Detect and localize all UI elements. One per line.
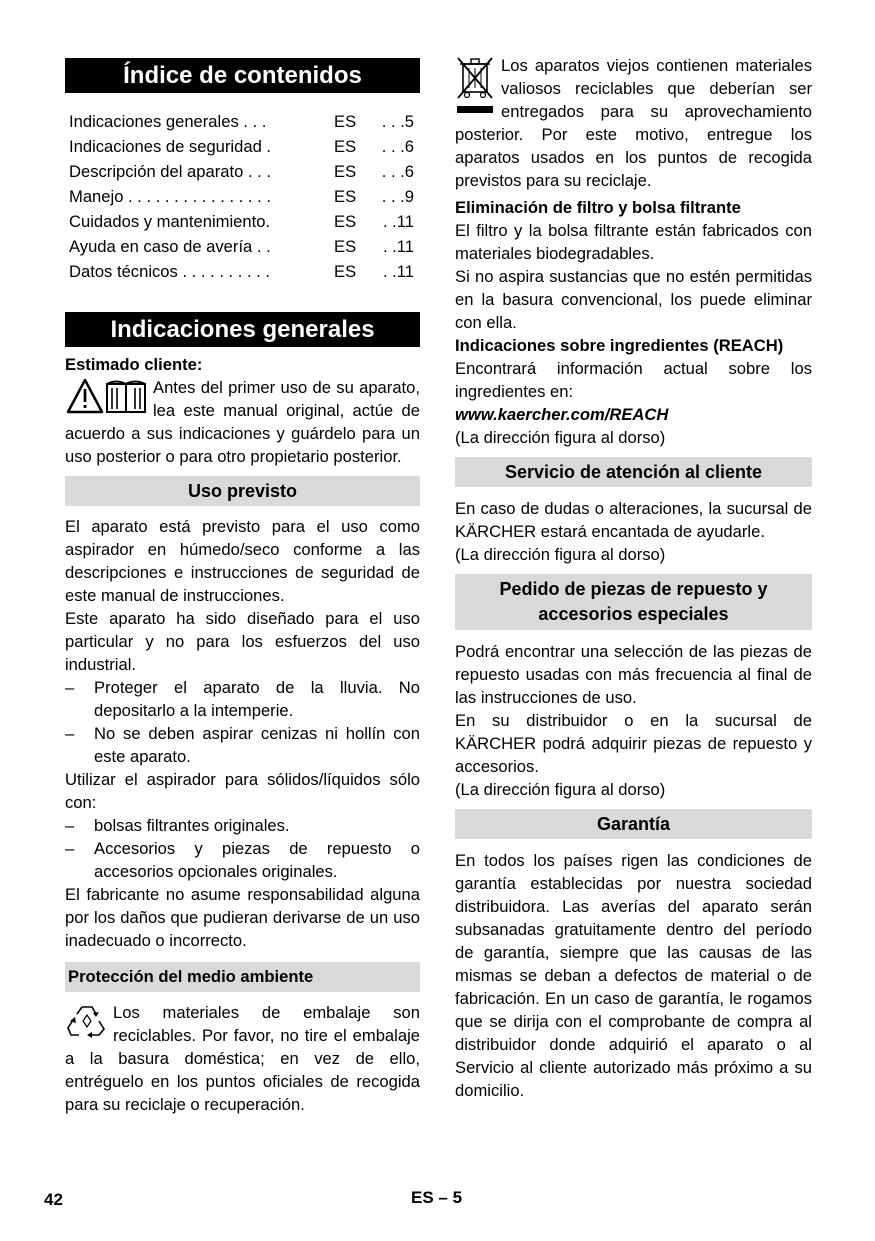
toc-lang: ES <box>334 112 357 131</box>
uso-heading: Uso previsto <box>65 476 420 506</box>
toc-row[interactable] <box>65 234 420 259</box>
toc-page: . . .5 <box>377 112 414 131</box>
toc-page: . .11 <box>378 237 414 256</box>
list-item <box>65 837 420 883</box>
filtro-heading: Eliminación de filtro y bolsa filtrante <box>455 198 741 217</box>
reach-address-note: (La dirección figura al dorso) <box>455 428 666 447</box>
toc-row[interactable] <box>65 159 420 184</box>
reach-heading: Indicaciones sobre ingredientes (REACH) <box>455 336 784 355</box>
list-text: Accesorios y piezas de repuesto o accesorios opcionales originales. <box>94 839 420 881</box>
servicio-heading: Servicio de atención al cliente <box>455 457 812 487</box>
list-text: bolsas filtrantes originales. <box>94 816 290 835</box>
toc-page: . .11 <box>378 212 414 231</box>
weee-block <box>455 54 812 192</box>
toc-lang: ES <box>334 137 357 156</box>
list-dash: – <box>65 724 75 743</box>
toc-title: Cuidados y mantenimiento. <box>69 212 271 231</box>
list-dash: – <box>65 678 75 697</box>
greeting: Estimado cliente: <box>65 355 203 374</box>
warning-manual-icon <box>65 376 149 421</box>
weee-text: Los aparatos viejos contienen materiales valiosos reciclables que deberían ser entregados para su aprovechamiento posterior. Por este motivo, entregue los aparatos usados en los puntos de recogida previstos para su reciclaje. <box>455 56 812 190</box>
toc-title: Datos técnicos . . . . . . . . . . <box>69 262 271 281</box>
servicio-address-note: (La dirección figura al dorso) <box>455 545 666 564</box>
toc-lang: ES <box>334 212 357 231</box>
pedido-paragraph: En su distribuidor o en la sucursal de KÄRCHER podrá adquirir piezas de repuesto y accesorios. <box>455 711 812 776</box>
garantia-paragraph: En todos los países rigen las condiciones de garantía establecidas por nuestra sociedad distribuidora. Las averías del aparato serán subsanadas gratuitamente dentro del período de garantía, siempre que las causas de las mismas se deban a defectos de material o de fabricación. En un caso de garantía, le rogamos que se dirija con el comprobante de compra al distribuidor donde adquirió el aparato o al Servicio al cliente autorizado más próximo a su domicilio. <box>455 851 812 1100</box>
toc-title: Descripción del aparato . . . <box>69 162 271 181</box>
intro-block <box>65 376 420 468</box>
reach-link[interactable]: www.kaercher.com/REACH <box>455 405 669 424</box>
pedido-address-note: (La dirección figura al dorso) <box>455 780 666 799</box>
recycling-icon <box>65 1001 109 1046</box>
reach-paragraph: Encontrará información actual sobre los ingredientes en: <box>455 359 812 401</box>
toc-title: Manejo . . . . . . . . . . . . . . . . <box>69 187 271 206</box>
toc-title: Indicaciones de seguridad . <box>69 137 272 156</box>
uso-paragraph: El fabricante no asume responsabilidad alguna por los daños que pudieran derivarse de un uso inadecuado o incorrecto. <box>65 885 420 950</box>
toc-row[interactable] <box>65 109 420 134</box>
toc-page: . . .9 <box>377 187 414 206</box>
list-text: Proteger el aparato de la lluvia. No depositarlo a la intemperie. <box>94 678 420 720</box>
toc-page: . . .6 <box>377 137 414 156</box>
toc-title: Ayuda en caso de avería . . <box>69 237 271 256</box>
filtro-paragraph: El filtro y la bolsa filtrante están fabricados con materiales biodegradables. <box>455 221 812 263</box>
toc-lang: ES <box>334 237 357 256</box>
toc-lang: ES <box>334 162 357 181</box>
list-dash: – <box>65 816 75 835</box>
page-number: 42 <box>44 1190 63 1209</box>
list-item <box>65 722 420 768</box>
filtro-paragraph: Si no aspira sustancias que no estén permitidas en la basura convencional, los puede eliminar con ella. <box>455 267 812 332</box>
list-item <box>65 814 420 837</box>
toc-lang: ES <box>334 187 357 206</box>
uso-paragraph: Este aparato ha sido diseñado para el uso particular y no para los esfuerzos del uso industrial. <box>65 609 420 674</box>
uso-paragraph: Utilizar el aspirador para sólidos/líquidos sólo con: <box>65 770 420 812</box>
medio-heading: Protección del medio ambiente <box>65 962 420 992</box>
uso-paragraph: El aparato está previsto para el uso como aspirador en húmedo/seco conforme a las descripciones e instrucciones de seguridad de este manual de instrucciones. <box>65 517 420 605</box>
toc-title: Indicaciones generales . . . <box>69 112 267 131</box>
general-heading: Indicaciones generales <box>65 312 420 347</box>
pedido-heading: Pedido de piezas de repuesto y accesorios especiales <box>455 574 812 630</box>
toc-row[interactable] <box>65 184 420 209</box>
intro-text: Antes del primer uso de su aparato, lea este manual original, actúe de acuerdo a sus indicaciones y guárdelo para un uso posterior o para otro propietario posterior. <box>65 378 420 466</box>
recycling-block <box>65 1001 420 1116</box>
section-page-label: ES – 5 <box>411 1188 463 1207</box>
list-item <box>65 676 420 722</box>
toc-page: . .11 <box>378 262 414 281</box>
toc-lang: ES <box>334 262 357 281</box>
toc-page: . . .6 <box>377 162 414 181</box>
list-text: No se deben aspirar cenizas ni hollín con este aparato. <box>94 724 420 766</box>
left-column <box>65 58 420 1116</box>
toc-heading: Índice de contenidos <box>65 58 420 93</box>
table-of-contents <box>65 109 420 284</box>
servicio-paragraph: En caso de dudas o alteraciones, la sucursal de KÄRCHER estará encantada de ayudarle. <box>455 499 812 541</box>
recycling-text: Los materiales de embalaje son reciclables. Por favor, no tire el embalaje a la basura doméstica; en vez de ello, entréguelo en los puntos oficiales de recogida para su reciclaje o recuperación. <box>65 1003 420 1114</box>
toc-row[interactable] <box>65 134 420 159</box>
right-column <box>455 54 812 1102</box>
pedido-paragraph: Podrá encontrar una selección de las piezas de repuesto usadas con más frecuencia al final de las instrucciones de uso. <box>455 642 812 707</box>
crossed-bin-icon <box>455 54 495 119</box>
toc-row[interactable] <box>65 209 420 234</box>
toc-row[interactable] <box>65 259 420 284</box>
garantia-heading: Garantía <box>455 809 812 839</box>
list-dash: – <box>65 839 75 858</box>
